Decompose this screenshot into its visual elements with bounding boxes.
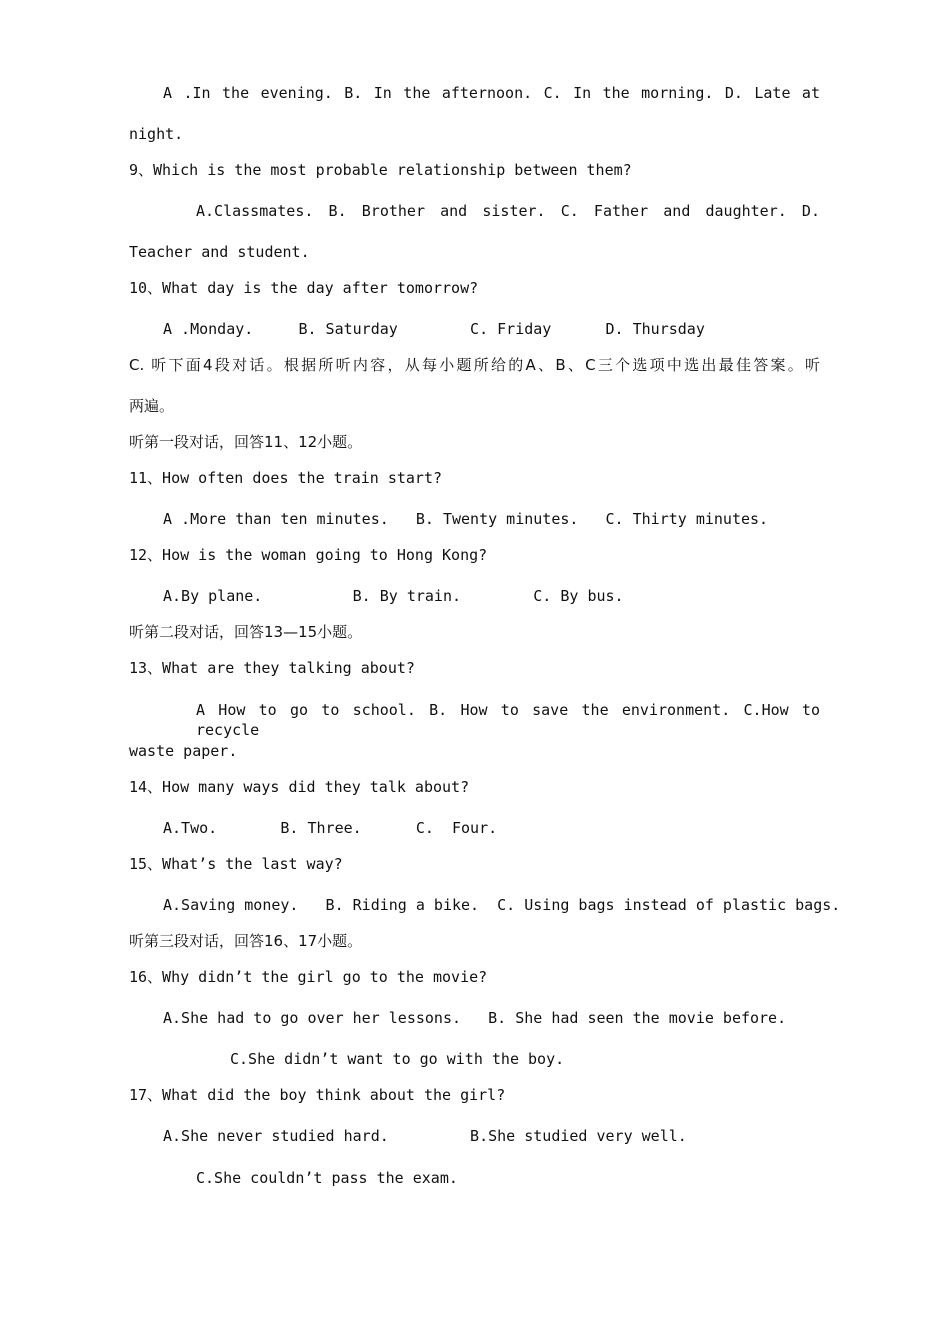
- text-line: A.She had to go over her lessons. B. She had seen the movie before.: [163, 1009, 787, 1027]
- text-line: 17、What did the boy think about the girl?: [129, 1086, 506, 1104]
- text-line: 15、What’s the last way?: [129, 855, 343, 873]
- text-line: C. 听下面4段对话。根据所听内容，从每小题所给的A、B、C三个选项中选出最佳答案。听: [129, 356, 820, 374]
- text-line: A.Classmates. B. Brother and sister. C. Father and daughter. D.: [196, 202, 820, 220]
- text-line: 10、What day is the day after tomorrow?: [129, 279, 479, 297]
- text-line: 听第三段对话，回答16、17小题。: [129, 932, 363, 950]
- text-line: C.She didn’t want to go with the boy.: [230, 1050, 565, 1068]
- text-line: A.Saving money. B. Riding a bike. C. Using bags instead of plastic bags.: [163, 896, 841, 914]
- text-line: A.By plane. B. By train. C. By bus.: [163, 587, 624, 605]
- text-line: Teacher and student.: [129, 243, 310, 261]
- text-line: A .Monday. B. Saturday C. Friday D. Thursday: [163, 320, 705, 338]
- text-line: C.She couldn’t pass the exam.: [196, 1169, 458, 1187]
- text-line: A.She never studied hard. B.She studied very well.: [163, 1127, 687, 1145]
- text-line: A.Two. B. Three. C. Four.: [163, 819, 498, 837]
- text-line: waste paper.: [129, 742, 238, 760]
- text-line: 14、How many ways did they talk about?: [129, 778, 470, 796]
- text-line: 听第一段对话，回答11、12小题。: [129, 433, 363, 451]
- text-line: A .More than ten minutes. B. Twenty minutes. C. Thirty minutes.: [163, 510, 769, 528]
- text-line: A .In the evening. B. In the afternoon. C. In the morning. D. Late at: [163, 84, 820, 102]
- text-line: night.: [129, 125, 184, 143]
- text-line: 11、How often does the train start?: [129, 469, 443, 487]
- text-line: 两遍。: [129, 397, 175, 415]
- text-line: 9、Which is the most probable relationship between them?: [129, 161, 632, 179]
- text-line: A How to go to school. B. How to save the environment. C.How to recycle: [196, 701, 820, 739]
- text-line: 16、Why didn’t the girl go to the movie?: [129, 968, 488, 986]
- text-line: 听第二段对话，回答13—15小题。: [129, 623, 363, 641]
- text-line: 12、How is the woman going to Hong Kong?: [129, 546, 488, 564]
- text-line: 13、What are they talking about?: [129, 659, 415, 677]
